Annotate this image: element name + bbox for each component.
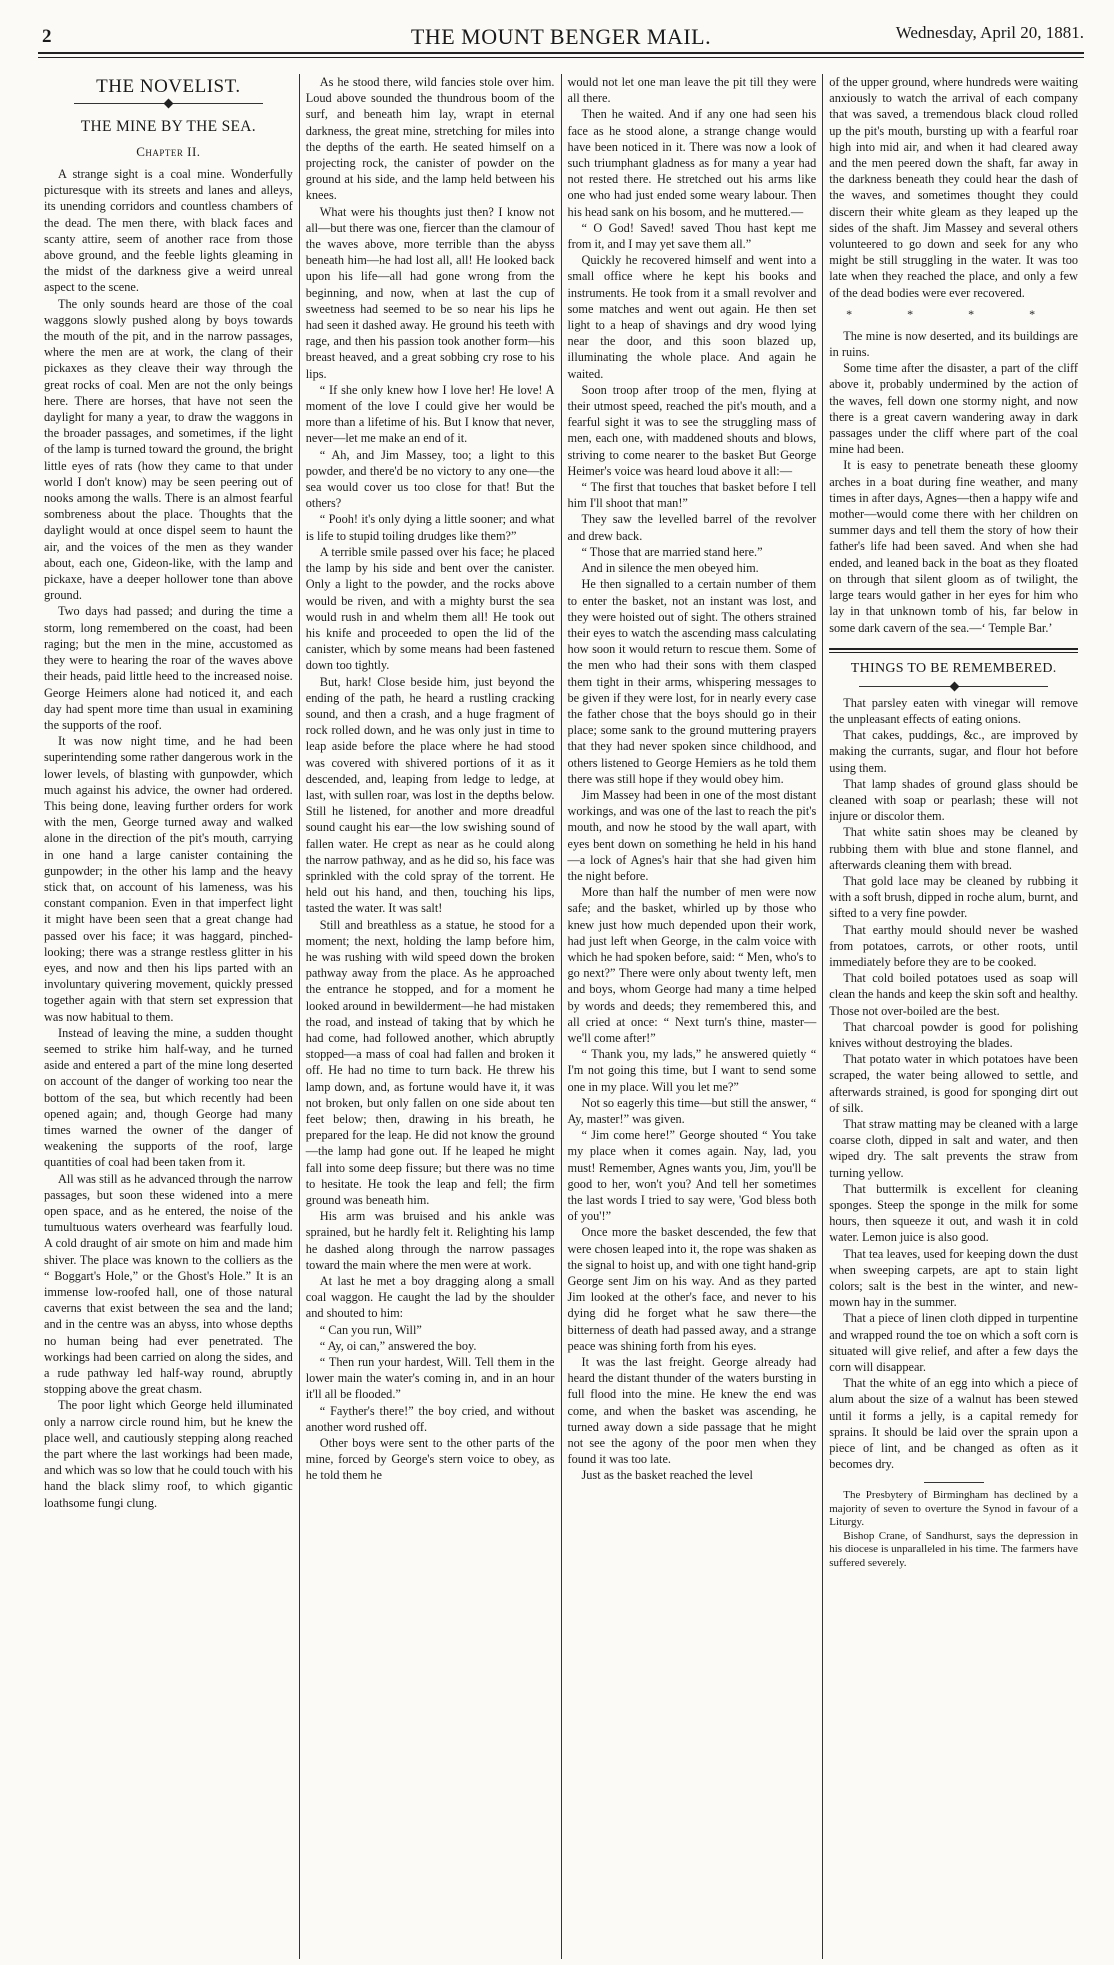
list-item: That the white of an egg into which a piece of alum about the size of a walnut has been stewed until it forms a jelly, is a capital remedy for sprains. It should be laid over the sprain upon a piece of lint, and be changed as often as it becomes dry. <box>829 1376 1078 1472</box>
newspaper-title: THE MOUNT BENGER MAIL. <box>410 24 712 49</box>
list-item: That straw matting may be cleaned with a large coarse cloth, dipped in salt and water, and then wiped dry. The salt prevents the straw from turning yellow. <box>829 1116 1078 1180</box>
paragraph: And in silence the men obeyed him. <box>581 561 759 576</box>
paragraph: As he stood there, wild fancies stole over him. Loud above sounded the thundrous boom of the surf, and beneath him lay, wrapt in eternal darkness, the great mine, stretching for miles into the depths of the earth. He seated himself on a projecting rock, the canister of powder on the ground at his side, and the lamp held between his knees. <box>305 75 555 203</box>
paragraph: A strange sight is a coal mine. Wonderfully picturesque with its streets and lanes and alleys, its unending corridors and countless chambers of the dead. The men there, with black faces and scanty attire, seem of another race from those above ground, and the feeble lights gleaming in the midst of the darkness give a weird unreal aspect to the scene. <box>44 167 293 295</box>
list-item: That cakes, puddings, &c., are improved by making the currants, sugar, and flour hot before using them. <box>829 728 1078 775</box>
column-1 <box>38 74 300 1959</box>
ornament-divider <box>859 683 1048 691</box>
paragraph: Then he waited. And if any one had seen his face as he stood alone, a strange change would have been noticed in it. There was now a look of such triumphant gladness as for many a year had not rested there. He stretched out his arms like one who had just ended some weary labour. Then his head sank on his bosom, and he muttered.— <box>567 107 817 219</box>
list-item: That charcoal powder is good for polishing knives without destroying the blades. <box>829 1019 1078 1050</box>
list-item: That cold boiled potatoes used as soap will clean the hands and keep the skin soft and healthy. Those not over-boiled are the best. <box>829 971 1078 1018</box>
short-rule <box>924 1482 984 1483</box>
paragraph: But, hark! Close beside him, just beyond the ending of the path, he heard a rustling cracking sound, and then a crash, and a huge fragment of rock rolled down, and he was only just in time to leap aside before the place where he had stood was covered with shivered portions of it as it descended, and, leaping from ledge to ledge, at last, with sullen roar, was lost in the depths below. Still he listened, for another and more dreadful sound caught his ear—the low swishing sound of fallen water. He crept as near as he could along the narrow pathway, and as he did so, his face was sprinkled with the cold spray of the torrent. He held out his hand, and then, touching his lips, tasted the water. It was salt! <box>305 674 555 916</box>
paragraph: Some time after the disaster, a part of the cliff above it, probably undermined by the action of the waves, fell down one stormy night, and now there is a great cavern wandering away in dark passages under the cliff where part of the coal mine had been. <box>829 361 1078 457</box>
paragraph: What were his thoughts just then? I know not all—but there was one, fiercer than the clamour of the waves above, more terrible than the abyss beneath him—he had lost all, all! He looked back upon his life—all had gone wrong from the beginning, and now, when at last the cup of sweetness had seemed to be so near his lips he had seen it dashed away. He ground his teeth with rage, and then his passion took another form—his breast heaved, and a great sobbing cry rose to his lips. <box>305 204 555 381</box>
section-rule <box>829 648 1078 653</box>
masthead <box>38 18 1084 50</box>
paragraph: Two days had passed; and during the time a storm, long remembered on the coast, had been raging; but the men in the mine, accustomed as they were to hearing the roar of the waves above their heads, paid little heed to the increased noise. George Heimers alone had noticed it, and each day had spent more time than usual in examining the supports of the roof. <box>44 604 293 732</box>
list-item: That tea leaves, used for keeping down the dust when sweeping carpets, are apt to stain light colors; salt is the best in the winter, and new-mown hay in the summer. <box>829 1246 1078 1310</box>
paragraph: “ The first that touches that basket before I tell him I'll shoot that man!” <box>567 480 817 511</box>
paragraph: Once more the basket descended, the few that were chosen leaped into it, the rope was shaken as the signal to hoist up, and with one tight hand-grip George sent Jim on his way. And as they parted Jim looked at the other's face, and never to his dying did he forget what he saw there—the bitterness of death had passed away, and a strange peace was shining forth from his eyes. <box>567 1225 817 1353</box>
things-title: THINGS TO BE REMEMBERED. <box>850 660 1057 676</box>
paragraph: Jim Massey had been in one of the most distant workings, and was one of the last to reach the pit's mouth, and now he stood by the wall apart, with eyes bent down on something he held in his hand—a lock of Agnes's hair that she had given him the night before. <box>567 787 817 883</box>
paragraph: “ If she only knew how I love her! He love! A moment of the love I could give her would be more than a lifetime of his. But I know that never, never—let me make an end of it. <box>305 382 555 446</box>
paragraph: All was still as he advanced through the narrow passages, but soon these widened into a mere open space, and as he entered, the noise of the tumultuous waters overheard was fearfully loud. A cold draught of air smote on him and made him shiver. The place was known to the colliers as the “ Boggart's Hole,” or the Ghost's Hole.” It is an immense low-roofed hall, one of those natural caverns that exist between the sea and the land; and in the centre was an abyss, into whose depths no human being had ever penetrated. The workings had been carried on along the sides, and a rude pathway led half-way round, abruptly stopping above the great chasm. <box>44 1171 293 1397</box>
list-item: That earthy mould should never be washed from potatoes, carrots, or other roots, until immediately before they are to be cooked. <box>829 922 1078 969</box>
list-item: That potato water in which potatoes have been scraped, the water being allowed to settle, and afterwards strained, is good for sponging dirt out of silk. <box>829 1052 1078 1115</box>
paragraph: would not let one man leave the pit till they were all there. <box>567 75 817 106</box>
paragraph: His arm was bruised and his ankle was sprained, but he hardly felt it. Relighting his lamp he dashed along through the narrow passages toward the main where the men were at work. <box>305 1209 555 1272</box>
paragraph: At last he met a boy dragging along a small coal waggon. He caught the lad by the shoulder and shouted to him: <box>305 1274 555 1321</box>
paragraph: Not so eagerly this time—but still the answer, “ Ay, master!” was given. <box>567 1095 817 1126</box>
paragraph: of the upper ground, where hundreds were waiting anxiously to watch the arrival of each company that was saved, a tremendous black cloud rolled up the pit's mouth, bursting up with a fearful roar high into mid air, and when it had cleared away and the men peered down the shaft, far away in the darkness beneath they could hear the dash of the waves, and sometimes thought they could discern their white gleam as they leaped up the sides of the shaft. Jim Massey and several others volunteered to go down and seek for any who might be still struggling in the water. It was too late when they reached the place, and only a few of the dead bodies were ever recovered. <box>829 75 1078 300</box>
paragraph: It was now night time, and he had been superintending some rather dangerous work in the lower levels, of blasting with gunpowder, which much against his advice, the owner had ordered. This being done, leaving further orders for work with the men, George turned away and walked alone in the direction of the pit's mouth, carrying in one hand a large canister containing the gunpowder; in the other his lamp and the heavy stick that, on account of his lameness, was his constant companion. Even in that imperfect light it might have been seen that a great change had passed over his face; it was haggard, pinched-looking; there was a strange restless glitter in his eyes, and now and then his lips parted with an involuntary quivering movement, quickly pressed together again with that stern set expression that was now habitual to them. <box>44 734 293 1024</box>
paragraph: “ Fayther's there!” the boy cried, and without another word rushed off. <box>305 1403 555 1434</box>
list-item: That buttermilk is excellent for cleaning sponges. Steep the sponge in the milk for some hours, then squeeze it out, and wash it in cold water. Lemon juice is also good. <box>829 1181 1078 1245</box>
paragraph: “ Pooh! it's only dying a little sooner; and what is life to stupid toiling drudges like them?” <box>305 512 555 543</box>
paragraph: More than half the number of men were now safe; and the basket, whirled up by those who knew just how much depended upon their work, had just left when George, in the calm voice with which he had spoken before, said: “ Men, who's to go next?” There were only about twenty left, men and boys, whom George had many a time helped by words and deeds; they remembered this, and all cried at once: “ Next turn's thine, master—we'll come after!” <box>567 885 817 1045</box>
paragraph: He then signalled to a certain number of them to enter the basket, not an instant was lost, and they were hoisted out of sight. The others strained their eyes to watch the ascending mass calculating how soon it would return to rescue them. Some of the men who had their sons with them clasped them tight in their arms, whispering messages to be given if they were lost, for in nearly every case the father chose that the boys should go in their place; some sank to the ground muttering prayers that they had never spoken since childhood, and others listened to George Hemiers as he told them there was still hope if they would obey him. <box>567 577 817 786</box>
paragraph: Other boys were sent to the other parts of the mine, forced by George's stern voice to obey, as he told them he <box>305 1436 555 1483</box>
paragraph: “ Those that are married stand here.” <box>581 544 763 559</box>
paragraph: It is easy to penetrate beneath these gloomy arches in a boat during fine weather, and many times in after days, Agnes—then a happy wife and mother—would come there with her children on summer days and tell them the story of how their father's life had been saved. And when she had ended, and leaned back in the boat as they floated on through that silent gloom as of twilight, the large tears would gather in her eyes for him who lay in that unknown tomb of his, far below in some dark cavern of the sea.—‘ Temple Bar.’ <box>829 458 1078 635</box>
paragraph: The only sounds heard are those of the coal waggons slowly pushed along by boys towards the mouth of the pit, and in the narrow passages, where the men are at work, the clang of their pickaxes as they cleave their way through the great rocks of coal. Men are not the only beings here. There are horses, that have not seen the daylight for many a year, to draw the waggons in the broader passages, and sometimes, if the light of the lamp is turned toward the ground, the bright little eyes of rats (how they came to that under world I don't know) may be seen peering out of nooks among the walls. There is an almost fearful sombreness about the place. Thoughts that the daylight would at once dispel seem to haunt the air, and the voices of the men as they wander about, each one, Gideon-like, with the lamp and pickaxe, have a deeper hollower tone than above ground. <box>44 296 293 603</box>
paragraph: “ Ay, oi can,” answered the boy. <box>319 1338 477 1353</box>
story-title: THE MINE BY THE SEA. <box>80 118 256 135</box>
paragraph: “ Ah, and Jim Massey, too; a light to this powder, and there'd be no victory to any one—the sea would cover us too close for that! But the others? <box>305 447 555 511</box>
columns <box>38 74 1084 1959</box>
list-item: That a piece of linen cloth dipped in turpentine and wrapped round the toe on which a soft corn is situated will give relief, and after a few days the corn will disappear. <box>829 1311 1078 1375</box>
paragraph: Just as the basket reached the level <box>581 1468 753 1483</box>
paragraph: It was the last freight. George already had heard the distant thunder of the waters bursting in full flood into the mine. He knew the end was come, and when the basket was ascending, he turned away down a side passage that he might not see the agony of the poor men when they found it was too late. <box>567 1355 817 1467</box>
column-2 <box>300 74 562 1959</box>
ornament-divider <box>74 100 263 108</box>
paragraph: Quickly he recovered himself and went into a small office where he kept his books and instruments. He took from it a small revolver and some matches and went out again. He then set light to a heap of shavings and dry wood lying near the door, and this soon blazed up, illuminating the whole place. And again he waited. <box>567 253 817 381</box>
section-title: THE NOVELIST. <box>96 76 241 97</box>
list-item: That gold lace may be cleaned by rubbing it with a soft brush, dipped in roche alum, burnt, and sifted to a very fine powder. <box>829 873 1078 921</box>
list-item: That lamp shades of ground glass should be cleaned with soap or pearlash; these will not injure or discolor them. <box>829 776 1078 824</box>
paragraph: The poor light which George held illuminated only a narrow circle round him, but he knew the place well, and cautiously stepping along reached the part where the last workings had been made, and which was so low that he could touch with his hand the black slimy roof, to which gigantic loathsome fungi clung. <box>44 1398 293 1510</box>
chapter-heading: Chapter II. <box>136 144 201 159</box>
paragraph: They saw the levelled barrel of the revolver and drew back. <box>567 512 817 543</box>
paragraph: Still and breathless as a statue, he stood for a moment; the next, holding the lamp before him, he was rushing with wild speed down the broken pathway away from the place. As he approached the entrance he stopped, and for a moment he looked around in bewilderment—he had mistaken the road, and instead of taking that by which he had come, had followed another, which abruptly stopped—a mass of coal had fallen and broken it off. He had no time to turn back. He threw his lamp down, and, as fortune would have it, it was not broken, but only fallen on one side about ten feet below; then, drawing in his breath, he prepared for the leap. He did not know the ground—the lamp had gone out. If he leaped he might fall into some deep fissure; but there was no time to hesitate. He took the leap and fell; the firm ground was beneath him. <box>305 917 555 1208</box>
paragraph: “ O God! Saved! saved Thou hast kept me from it, and I may yet save them all.” <box>567 220 817 252</box>
paragraph: “ Then run your hardest, Will. Tell them in the lower main the water's coming in, and in an hour it'll all be flooded.” <box>305 1355 555 1402</box>
news-note: Bishop Crane, of Sandhurst, says the depression in his diocese is unparalleled in his time. The farmers have suffered severely. <box>829 1529 1078 1569</box>
column-3 <box>562 74 824 1959</box>
paragraph: The mine is now deserted, and its buildings are in ruins. <box>829 328 1078 360</box>
list-item: That parsley eaten with vinegar will remove the unpleasant effects of eating onions. <box>829 695 1078 726</box>
list-item: That white satin shoes may be cleaned by rubbing them with blue and stone flannel, and afterwards cleaning them with bread. <box>829 825 1078 872</box>
asterism: * * * * <box>846 306 1062 321</box>
paragraph: Instead of leaving the mine, a sudden thought seemed to strike him half-way, and he turned aside and entered a part of the mine long deserted on account of the danger of working too near the bottom of the sea, but which recently had been opened again; and, though George had many times warned the owner of the danger of weakening the supports of the roof, large quantities of coal had been taken from it. <box>44 1025 293 1170</box>
masthead-rule <box>38 52 1084 58</box>
paragraph: A terrible smile passed over his face; he placed the lamp by his side and bent over the canister. Only a light to the powder, and the rocks above would be riven, and with a mighty burst the sea would rush in and whelm them all! He took out his knife and proceeded to open the lid of the canister, which by some means had been fastened down too tightly. <box>305 544 555 673</box>
page-number: 2 <box>42 26 52 47</box>
paragraph: Soon troop after troop of the men, flying at their utmost speed, reached the pit's mouth, and a fearful sight it was to see the struggling mass of men, each one, with maddened shouts and blows, striving to come nearer to the basket But George Heimer's voice was heard loud above it all:— <box>567 382 817 478</box>
paragraph: “ Jim come here!” George shouted “ You take my place when it comes again. Nay, lad, you must! Remember, Agnes wants you, Jim, you'll be good to her, won't you? And tell her sometimes the last words I tried to say were, 'God bless both of you'!” <box>567 1128 817 1224</box>
news-note: The Presbytery of Birmingham has declined by a majority of seven to overture the Synod in favour of a Liturgy. <box>829 1489 1078 1529</box>
paragraph: “ Can you run, Will” <box>319 1322 422 1337</box>
issue-date: Wednesday, April 20, 1881. <box>895 23 1084 42</box>
paragraph: “ Thank you, my lads,” he answered quietly “ I'm not going this time, but I want to send some one in my place. Will you let me?” <box>567 1047 817 1094</box>
column-4 <box>823 74 1084 1959</box>
